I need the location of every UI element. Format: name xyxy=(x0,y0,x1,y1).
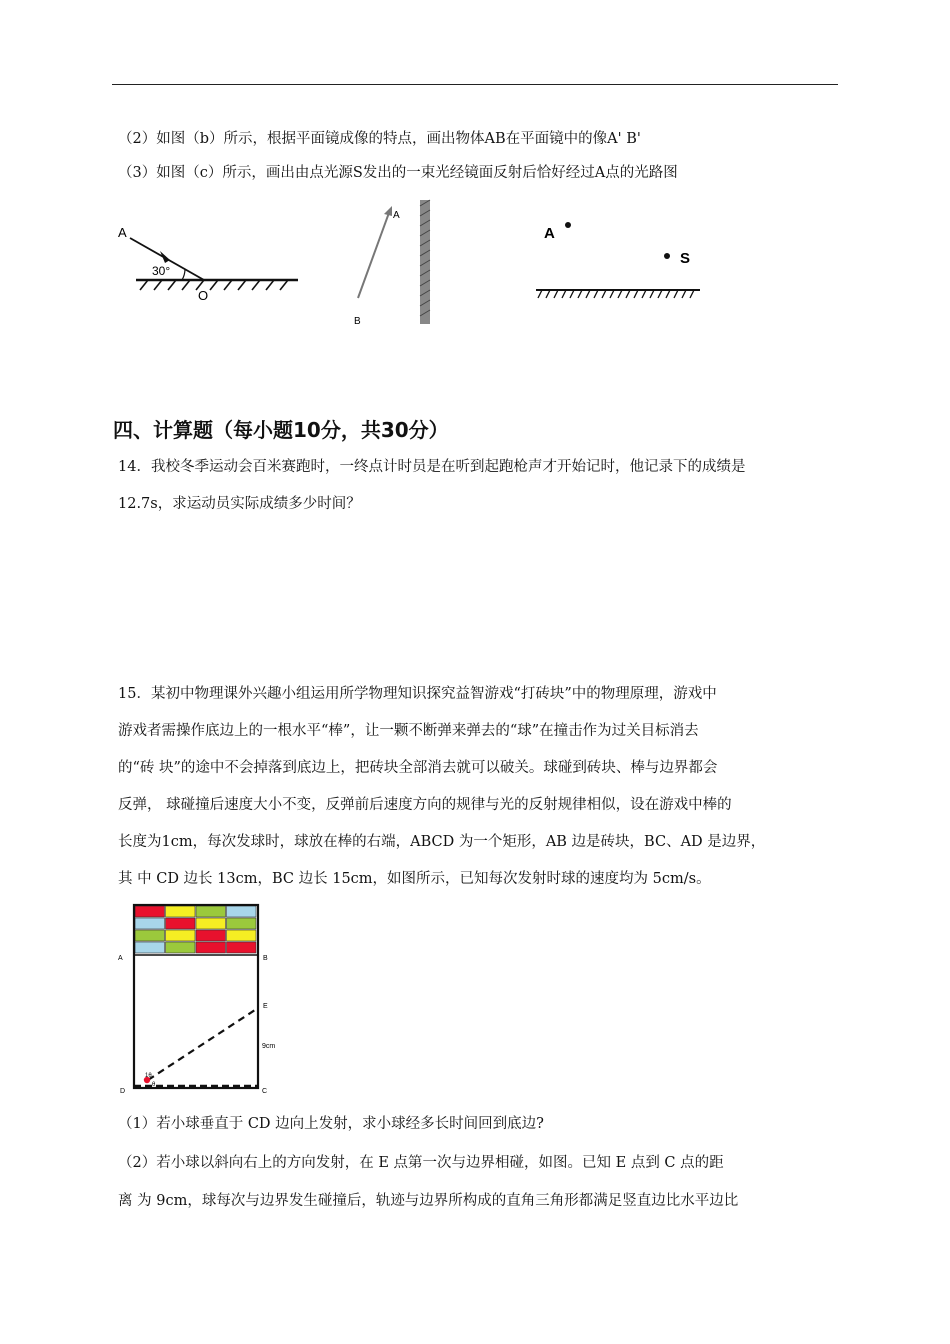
ball-angle-label-1: 1θ xyxy=(145,1073,152,1079)
brick xyxy=(196,918,226,929)
question-15-line-2: 游戏者需操作底边上的一根水平“棒”，让一颗不断弹来弹去的“球”在撞击作为过关目标消去 xyxy=(118,723,699,739)
brick xyxy=(227,930,257,941)
brick xyxy=(135,930,165,941)
ball-angle-label-2: θ xyxy=(152,1082,156,1088)
question-15-line-6: 其 中 CD 边长 13cm，BC 边长 15cm，如图所示，已知每次发射时球的速度均为 5cm/s。 xyxy=(118,871,711,887)
brick xyxy=(135,906,165,917)
question-15-line-3: 的“砖 块”的途中不会掉落到底边上，把砖块全部消去就可以破关。球碰到砖块、棒与边界都会 xyxy=(118,760,718,776)
question-15-sub-2-line-2: 离 为 9cm，球每次与边界发生碰撞后，轨迹与边界所构成的直角三角形都满足竖直边比水平边比 xyxy=(118,1193,739,1209)
brick xyxy=(166,930,196,941)
label-d: D xyxy=(120,1088,126,1095)
brick xyxy=(227,918,257,929)
figure-c-label-s: S xyxy=(680,250,691,267)
question-15-line-4: 反弹， 球碰撞后速度大小不变，反弹前后速度方向的规律与光的反射规律相似，设在游戏中棒的 xyxy=(118,797,732,813)
label-e: E xyxy=(263,1003,268,1010)
figure-a-label-a: A xyxy=(118,225,127,240)
figure-b-mirror xyxy=(346,198,446,328)
brick xyxy=(135,942,165,953)
point-source-s xyxy=(664,253,670,259)
point-a xyxy=(565,222,571,228)
ray-arrow-icon xyxy=(160,251,170,263)
object-ab xyxy=(358,210,390,298)
brick-game-figure xyxy=(112,900,292,1100)
question-3-text: （3）如图（c）所示，画出由点光源S发出的一束光经镜面反射后恰好经过A点的光路图 xyxy=(118,165,678,181)
question-15-sub-2-line-1: （2）若小球以斜向右上的方向发射，在 E 点第一次与边界相碰，如图。已知 E 点到 C 点的距 xyxy=(118,1155,724,1171)
header-rule xyxy=(112,84,838,85)
brick xyxy=(196,930,226,941)
figure-b-label-a: A xyxy=(393,210,400,221)
figure-c-label-a: A xyxy=(544,225,555,242)
label-b: B xyxy=(263,955,268,962)
figure-a-reflection xyxy=(112,220,312,310)
question-2-text: （2）如图（b）所示，根据平面镜成像的特点，画出物体AB在平面镜中的像A' B' xyxy=(118,131,641,147)
question-15-line-5: 长度为1cm，每次发球时，球放在棒的右端，ABCD 为一个矩形，AB 边是砖块，BC、AD 是边界， xyxy=(118,834,766,850)
section-4-heading: 四、计算题（每小题10分，共30分） xyxy=(113,418,449,442)
figure-a-label-o: O xyxy=(198,288,209,303)
question-14-line-1: 14．我校冬季运动会百米赛跑时，一终点计时员是在听到起跑枪声才开始记时，他记录下的成绩是 xyxy=(118,459,746,475)
ball-trajectory xyxy=(148,1008,258,1080)
label-a: A xyxy=(118,955,123,962)
figure-b-label-b: B xyxy=(354,316,361,327)
question-15-line-1: 15．某初中物理课外兴趣小组运用所学物理知识探究益智游戏“打砖块”中的物理原理，游戏中 xyxy=(118,686,717,702)
brick xyxy=(196,942,226,953)
figure-a-angle-label: 30° xyxy=(152,264,171,278)
brick xyxy=(196,906,226,917)
question-14-line-2: 12.7s，求运动员实际成绩多少时间？ xyxy=(118,496,361,512)
label-c: C xyxy=(262,1088,268,1095)
brick xyxy=(135,918,165,929)
brick xyxy=(227,942,257,953)
object-arrow-icon xyxy=(384,206,392,216)
label-9cm: 9cm xyxy=(262,1043,276,1050)
brick-rows xyxy=(135,906,256,953)
figure-c-point-source xyxy=(530,208,710,308)
brick xyxy=(166,906,196,917)
brick xyxy=(166,942,196,953)
brick xyxy=(227,906,257,917)
brick xyxy=(166,918,196,929)
question-15-sub-1: （1）若小球垂直于 CD 边向上发射，求小球经多长时间回到底边? xyxy=(118,1116,544,1132)
